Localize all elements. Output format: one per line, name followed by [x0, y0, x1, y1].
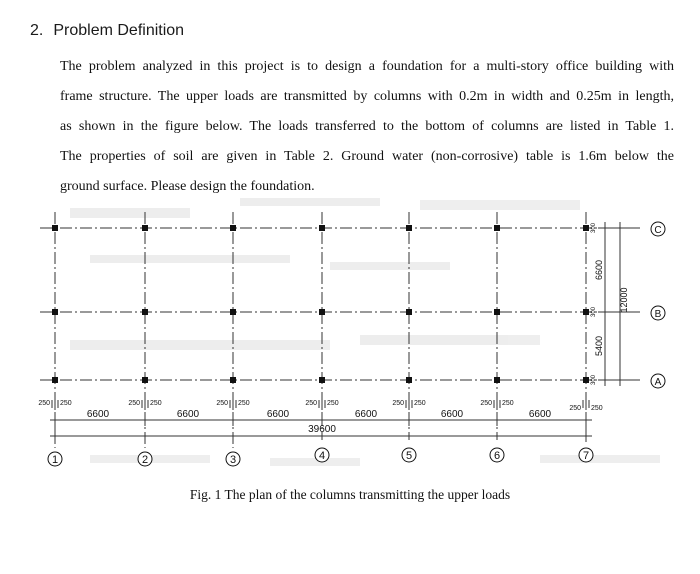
- axis-bubble-3: [226, 452, 240, 466]
- bay-span-label: 6600: [86, 409, 110, 420]
- offset-label: 250: [150, 400, 162, 407]
- columns: [52, 225, 589, 383]
- figure-caption: Fig. 1 The plan of the columns transmitting the upper loads: [189, 487, 511, 502]
- offset-label: 250: [60, 400, 72, 407]
- column: [406, 225, 412, 231]
- column: [319, 225, 325, 231]
- vertical-span-label: 6600: [594, 259, 604, 281]
- column: [142, 225, 148, 231]
- vertical-axes: [55, 212, 586, 448]
- svg-text:C: C: [654, 225, 662, 236]
- bay-span-label: 6600: [354, 409, 378, 420]
- axis-bubble-A: [651, 374, 665, 388]
- column: [583, 309, 589, 315]
- column-plan-figure: [0, 190, 700, 490]
- right-offset-label: 300: [591, 222, 597, 234]
- bay-span-label: 6600: [440, 409, 464, 420]
- paragraph-line: The properties of soil are given in Table 2. Ground water (non-corrosive) table is 1.6m below the: [60, 149, 674, 164]
- svg-text:7: 7: [582, 450, 590, 462]
- bay-span-label: 6600: [176, 409, 200, 420]
- column: [230, 225, 236, 231]
- offset-label: 250: [480, 400, 492, 407]
- offset-label: 250: [305, 400, 317, 407]
- axis-bubble-5: [402, 448, 416, 462]
- column: [142, 377, 148, 383]
- offset-label: 250: [414, 400, 426, 407]
- svg-text:B: B: [654, 309, 662, 320]
- column: [406, 377, 412, 383]
- offset-label: 250: [327, 400, 339, 407]
- axis-bubble-C: [651, 222, 665, 236]
- svg-text:A: A: [654, 377, 662, 388]
- offset-label: 250: [591, 405, 603, 412]
- svg-text:3: 3: [229, 454, 237, 466]
- svg-text:1: 1: [51, 454, 59, 466]
- column: [406, 309, 412, 315]
- offset-label: 250: [569, 405, 581, 412]
- column: [583, 225, 589, 231]
- axis-bubble-2: [138, 452, 152, 466]
- svg-text:5: 5: [405, 450, 413, 462]
- svg-text:4: 4: [318, 450, 326, 462]
- background-noise: [70, 198, 660, 466]
- offset-label: 250: [238, 400, 250, 407]
- column: [142, 309, 148, 315]
- column: [319, 377, 325, 383]
- axis-bubble-B: [651, 306, 665, 320]
- bay-span-label: 6600: [528, 409, 552, 420]
- column: [230, 377, 236, 383]
- paragraph-line: The problem analyzed in this project is to design a foundation for a multi-story office building with: [60, 59, 674, 74]
- axis-bubble-4: [315, 448, 329, 462]
- column: [494, 309, 500, 315]
- paragraph-line: as shown in the figure below. The loads transferred to the bottom of columns are listed in Table 1.: [60, 119, 674, 134]
- column: [52, 225, 58, 231]
- section-number: 2.: [30, 22, 44, 39]
- offset-label: 250: [38, 400, 50, 407]
- column: [230, 309, 236, 315]
- right-offset-label: 300: [591, 306, 597, 318]
- right-offset-label: 300: [591, 374, 597, 386]
- problem-paragraph: [60, 52, 674, 202]
- section-title: Problem Definition: [53, 22, 185, 39]
- offset-label: 250: [128, 400, 140, 407]
- offset-label: 250: [392, 400, 404, 407]
- column: [52, 309, 58, 315]
- section-heading: [30, 22, 184, 40]
- axis-bubble-6: [490, 448, 504, 462]
- total-span-label: 39600: [308, 424, 336, 435]
- column: [494, 377, 500, 383]
- bay-span-label: 6600: [266, 409, 290, 420]
- svg-text:2: 2: [141, 454, 149, 466]
- paragraph-line: frame structure. The upper loads are transmitted by columns with 0.2m in width and 0.25m in length,: [60, 89, 674, 104]
- column: [52, 377, 58, 383]
- svg-text:6: 6: [493, 450, 501, 462]
- column: [319, 309, 325, 315]
- vertical-span-label: 5400: [594, 335, 604, 357]
- axis-bubble-1: [48, 452, 62, 466]
- axis-bubble-7: [579, 448, 593, 462]
- column: [583, 377, 589, 383]
- offset-label: 250: [502, 400, 514, 407]
- horizontal-axes: [40, 228, 640, 380]
- vertical-total-label: 12000: [619, 287, 629, 313]
- offset-label: 250: [216, 400, 228, 407]
- column: [494, 225, 500, 231]
- paragraph-line: ground surface. Please design the foundation.: [60, 179, 315, 194]
